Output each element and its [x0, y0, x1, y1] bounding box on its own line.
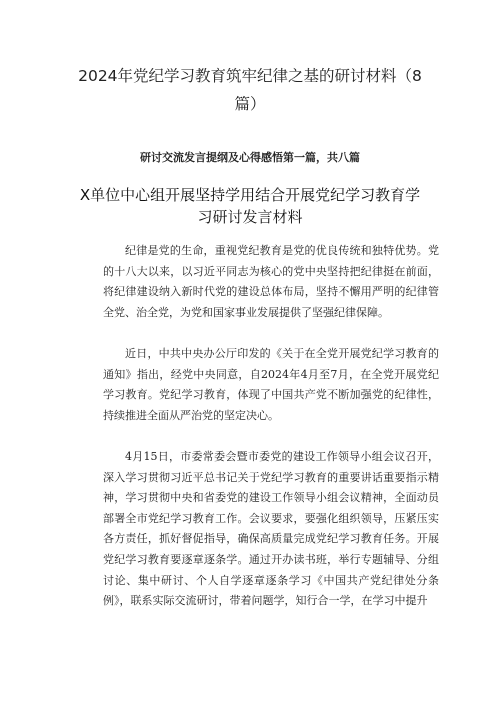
- paragraph-3: 4月15日，市委常委会暨市委党的建设工作领导小组会议召开，深入学习贯彻习近平总书记关于党纪学习教育的重要讲话重要指示精神，学习贯彻中央和省委党的建设工作领导小组会议精神，全面动员部署全市党纪学习教育工作。会议要求，要强化组织领导，压紧压实各方责任，抓好督促指导，确保高质量完成党纪学习教育任务。开展党纪学习教育要逐章逐条学。通过开办读书班，举行专题辅导、分组讨论、集中研讨、个人自学逐章逐条学习《中国共产党纪律处分条例》，联系实际交流研讨，带着问题学，知行合一学，在学习中提升: [103, 449, 439, 608]
- article-title: X单位中心组开展坚持学用结合开展党纪学习教育学习研讨发言材料: [79, 186, 421, 226]
- paragraph-1: 纪律是党的生命，重视党纪教育是党的优良传统和独特优势。党的十八大以来，以习近平同志为核心的党中央坚持把纪律挺在前面，将纪律建设纳入新时代党的建设总体布局，坚持不懈用严明的纪律管全党、治全党，为党和国家事业发展提供了坚强纪律保障。: [103, 244, 439, 319]
- document-title: 2024年党纪学习教育筑牢纪律之基的研讨材料（8篇）: [78, 67, 422, 113]
- document-subtitle: 研讨交流发言提纲及心得感悟第一篇，共八篇: [140, 151, 360, 164]
- paragraph-2: 近日，中共中央办公厅印发的《关于在全党开展党纪学习教育的通知》指出，经党中央同意，自2024年4月至7月，在全党开展党纪学习教育。党纪学习教育，体现了中国共产党不断加强党的纪律性，持续推进全面从严治党的坚定决心。: [103, 346, 439, 422]
- article-body: [103, 241, 439, 632]
